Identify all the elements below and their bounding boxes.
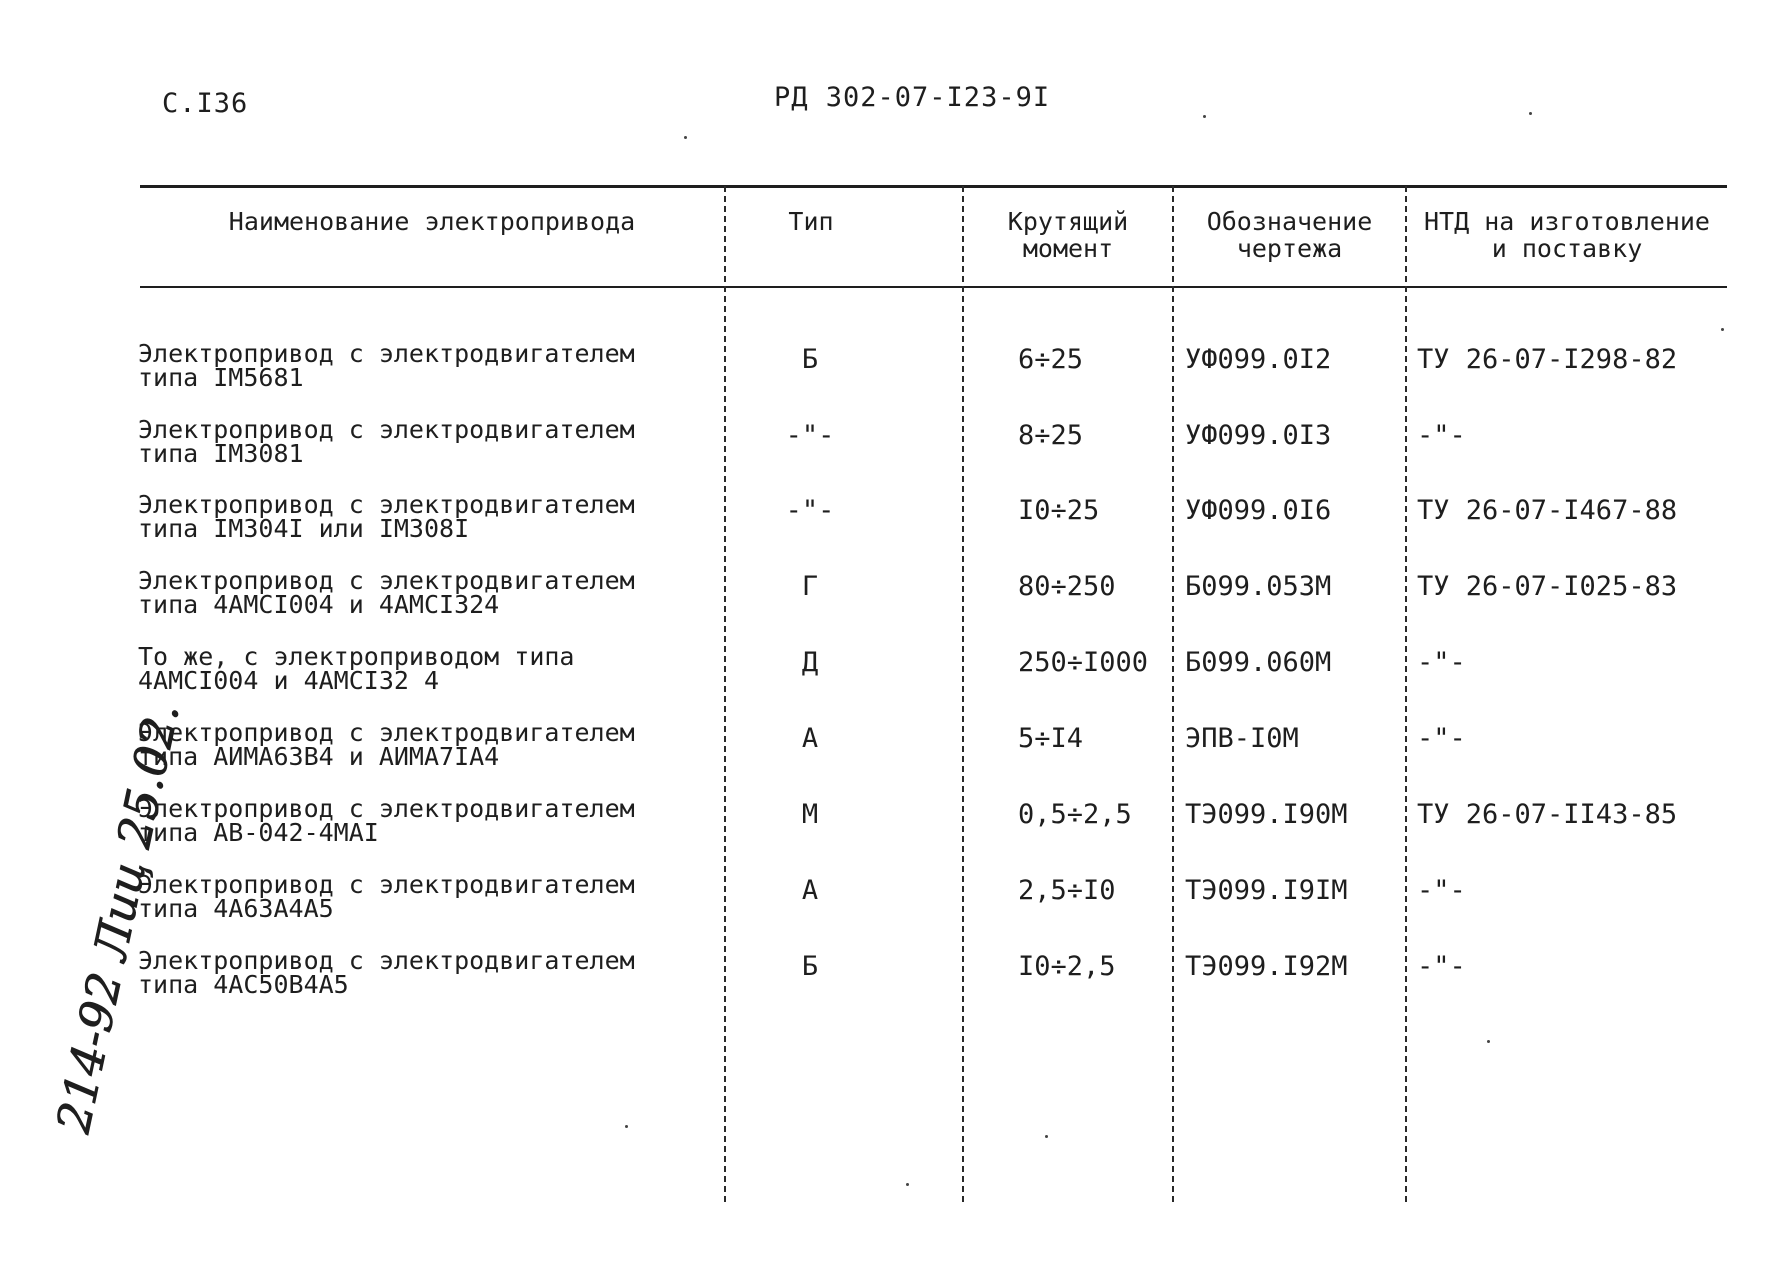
scan-speck [906,1183,909,1186]
cell-drawing: ТЭ099.I9IМ [1185,875,1348,906]
cell-drive-name [138,718,698,771]
cell-ntd: -"- [1417,723,1466,754]
cell-ntd: -"- [1417,951,1466,982]
drive-name-line1: Электропривод с электродвигателем [138,566,635,595]
cell-ntd: -"- [1417,647,1466,678]
cell-ntd: ТУ 26-07-I467-88 [1417,495,1678,526]
cell-drawing: УФ099.0I6 [1185,495,1332,526]
cell-torque: 2,5÷I0 [1018,875,1116,906]
table-row [0,339,1779,412]
cell-type: -"- [785,420,835,451]
handwritten-margin-note-text: 214-92 Лиц 25.02. [45,698,190,1138]
table-row [0,415,1779,488]
scan-speck [625,1125,628,1128]
drive-name-line1: То же, с электроприводом типа [138,642,575,671]
cell-torque: 0,5÷2,5 [1018,799,1132,830]
cell-type: -"- [785,495,835,526]
handwritten-margin-note [40,698,190,1145]
table-top-rule [140,185,1727,188]
table-row [0,566,1779,639]
table-row [0,946,1779,1019]
cell-drive-name [138,339,698,392]
cell-torque: 6÷25 [1018,344,1084,375]
header-torque-line2: момент [1022,234,1114,263]
table-row [0,490,1779,563]
header-drawing-line1: Обозначение [1206,207,1373,236]
table-header-rule [140,286,1727,288]
header-ntd-line1: НТД на изготовление [1424,207,1710,236]
header-name [140,208,724,235]
cell-torque: 8÷25 [1018,420,1084,451]
scan-speck [1487,1040,1490,1043]
scan-speck [1203,115,1206,118]
cell-ntd: ТУ 26-07-I298-82 [1417,344,1678,375]
header-drawing [1174,208,1405,262]
header-type-text: Тип [788,207,834,236]
drive-name-line2: типа IМ304I или IМ308I [138,514,470,543]
cell-torque: 80÷250 [1018,571,1116,602]
drive-name-line1: Электропривод с электродвигателем [138,415,635,444]
drive-name-line1: Электропривод с электродвигателем [138,870,635,899]
scan-speck [1045,1135,1048,1138]
drive-name-line2: типа IМ5681 [138,363,304,392]
cell-type: Д [801,647,819,678]
drive-name-line2: типа АИМА63В4 и АИМА7IА4 [138,742,500,771]
drive-name-line2: типа 4АС50В4А5 [138,970,349,999]
page-number: С.I36 [162,88,249,119]
table-row [0,870,1779,943]
cell-type: А [801,875,819,906]
cell-drawing: ТЭ099.I90М [1185,799,1348,830]
cell-ntd: -"- [1417,875,1466,906]
header-type [726,208,896,235]
table-row [0,794,1779,867]
cell-type: Г [801,571,819,602]
document-code: РД 302-07-I23-9I [774,82,1051,113]
cell-torque: I0÷25 [1018,495,1100,526]
header-torque [964,208,1172,262]
drive-name-line2: типа 4АМСI004 и 4АМСI324 [138,590,500,619]
header-drawing-line2: чертежа [1236,234,1343,263]
cell-type: Б [801,951,819,982]
cell-drawing: УФ099.0I2 [1185,344,1332,375]
cell-torque: 5÷I4 [1018,723,1084,754]
cell-torque: I0÷2,5 [1018,951,1116,982]
cell-drawing: ЭПВ-I0М [1185,723,1299,754]
header-ntd-line2: и поставку [1491,234,1643,263]
cell-type: М [801,799,819,830]
drive-name-line1: Электропривод с электродвигателем [138,339,635,368]
header-name-text: Наименование электропривода [228,207,636,236]
cell-type: Б [801,344,819,375]
cell-ntd: ТУ 26-07-II43-85 [1417,799,1678,830]
cell-drive-name [138,642,698,695]
cell-drive-name [138,415,698,468]
drive-name-line1: Электропривод с электродвигателем [138,490,635,519]
table-row [0,718,1779,791]
cell-drive-name [138,490,698,543]
drive-name-line1: Электропривод с электродвигателем [138,794,635,823]
header-ntd [1407,208,1727,262]
drive-name-line2: типа АВ-042-4МАI [138,818,379,847]
scan-speck [684,136,687,139]
cell-drawing: Б099.060М [1185,647,1332,678]
drive-name-line2: типа IМ3081 [138,439,304,468]
cell-drawing: УФ099.0I3 [1185,420,1332,451]
drive-name-line2: типа 4А63А4А5 [138,894,334,923]
cell-drawing: Б099.053М [1185,571,1332,602]
table-row [0,642,1779,715]
cell-type: А [801,723,819,754]
header-torque-line1: Крутящий [1007,207,1129,236]
cell-drive-name [138,566,698,619]
scan-speck [1529,112,1532,115]
drive-name-line1: Электропривод с электродвигателем [138,718,635,747]
cell-ntd: ТУ 26-07-I025-83 [1417,571,1678,602]
drive-name-line2: 4АМСI004 и 4АМСI32 4 [138,666,440,695]
cell-drive-name [138,870,698,923]
cell-drive-name [138,794,698,847]
cell-drawing: ТЭ099.I92М [1185,951,1348,982]
cell-drive-name [138,946,698,999]
scan-speck [1721,328,1724,331]
cell-torque: 250÷I000 [1018,647,1149,678]
drive-name-line1: Электропривод с электродвигателем [138,946,635,975]
cell-ntd: -"- [1417,420,1466,451]
